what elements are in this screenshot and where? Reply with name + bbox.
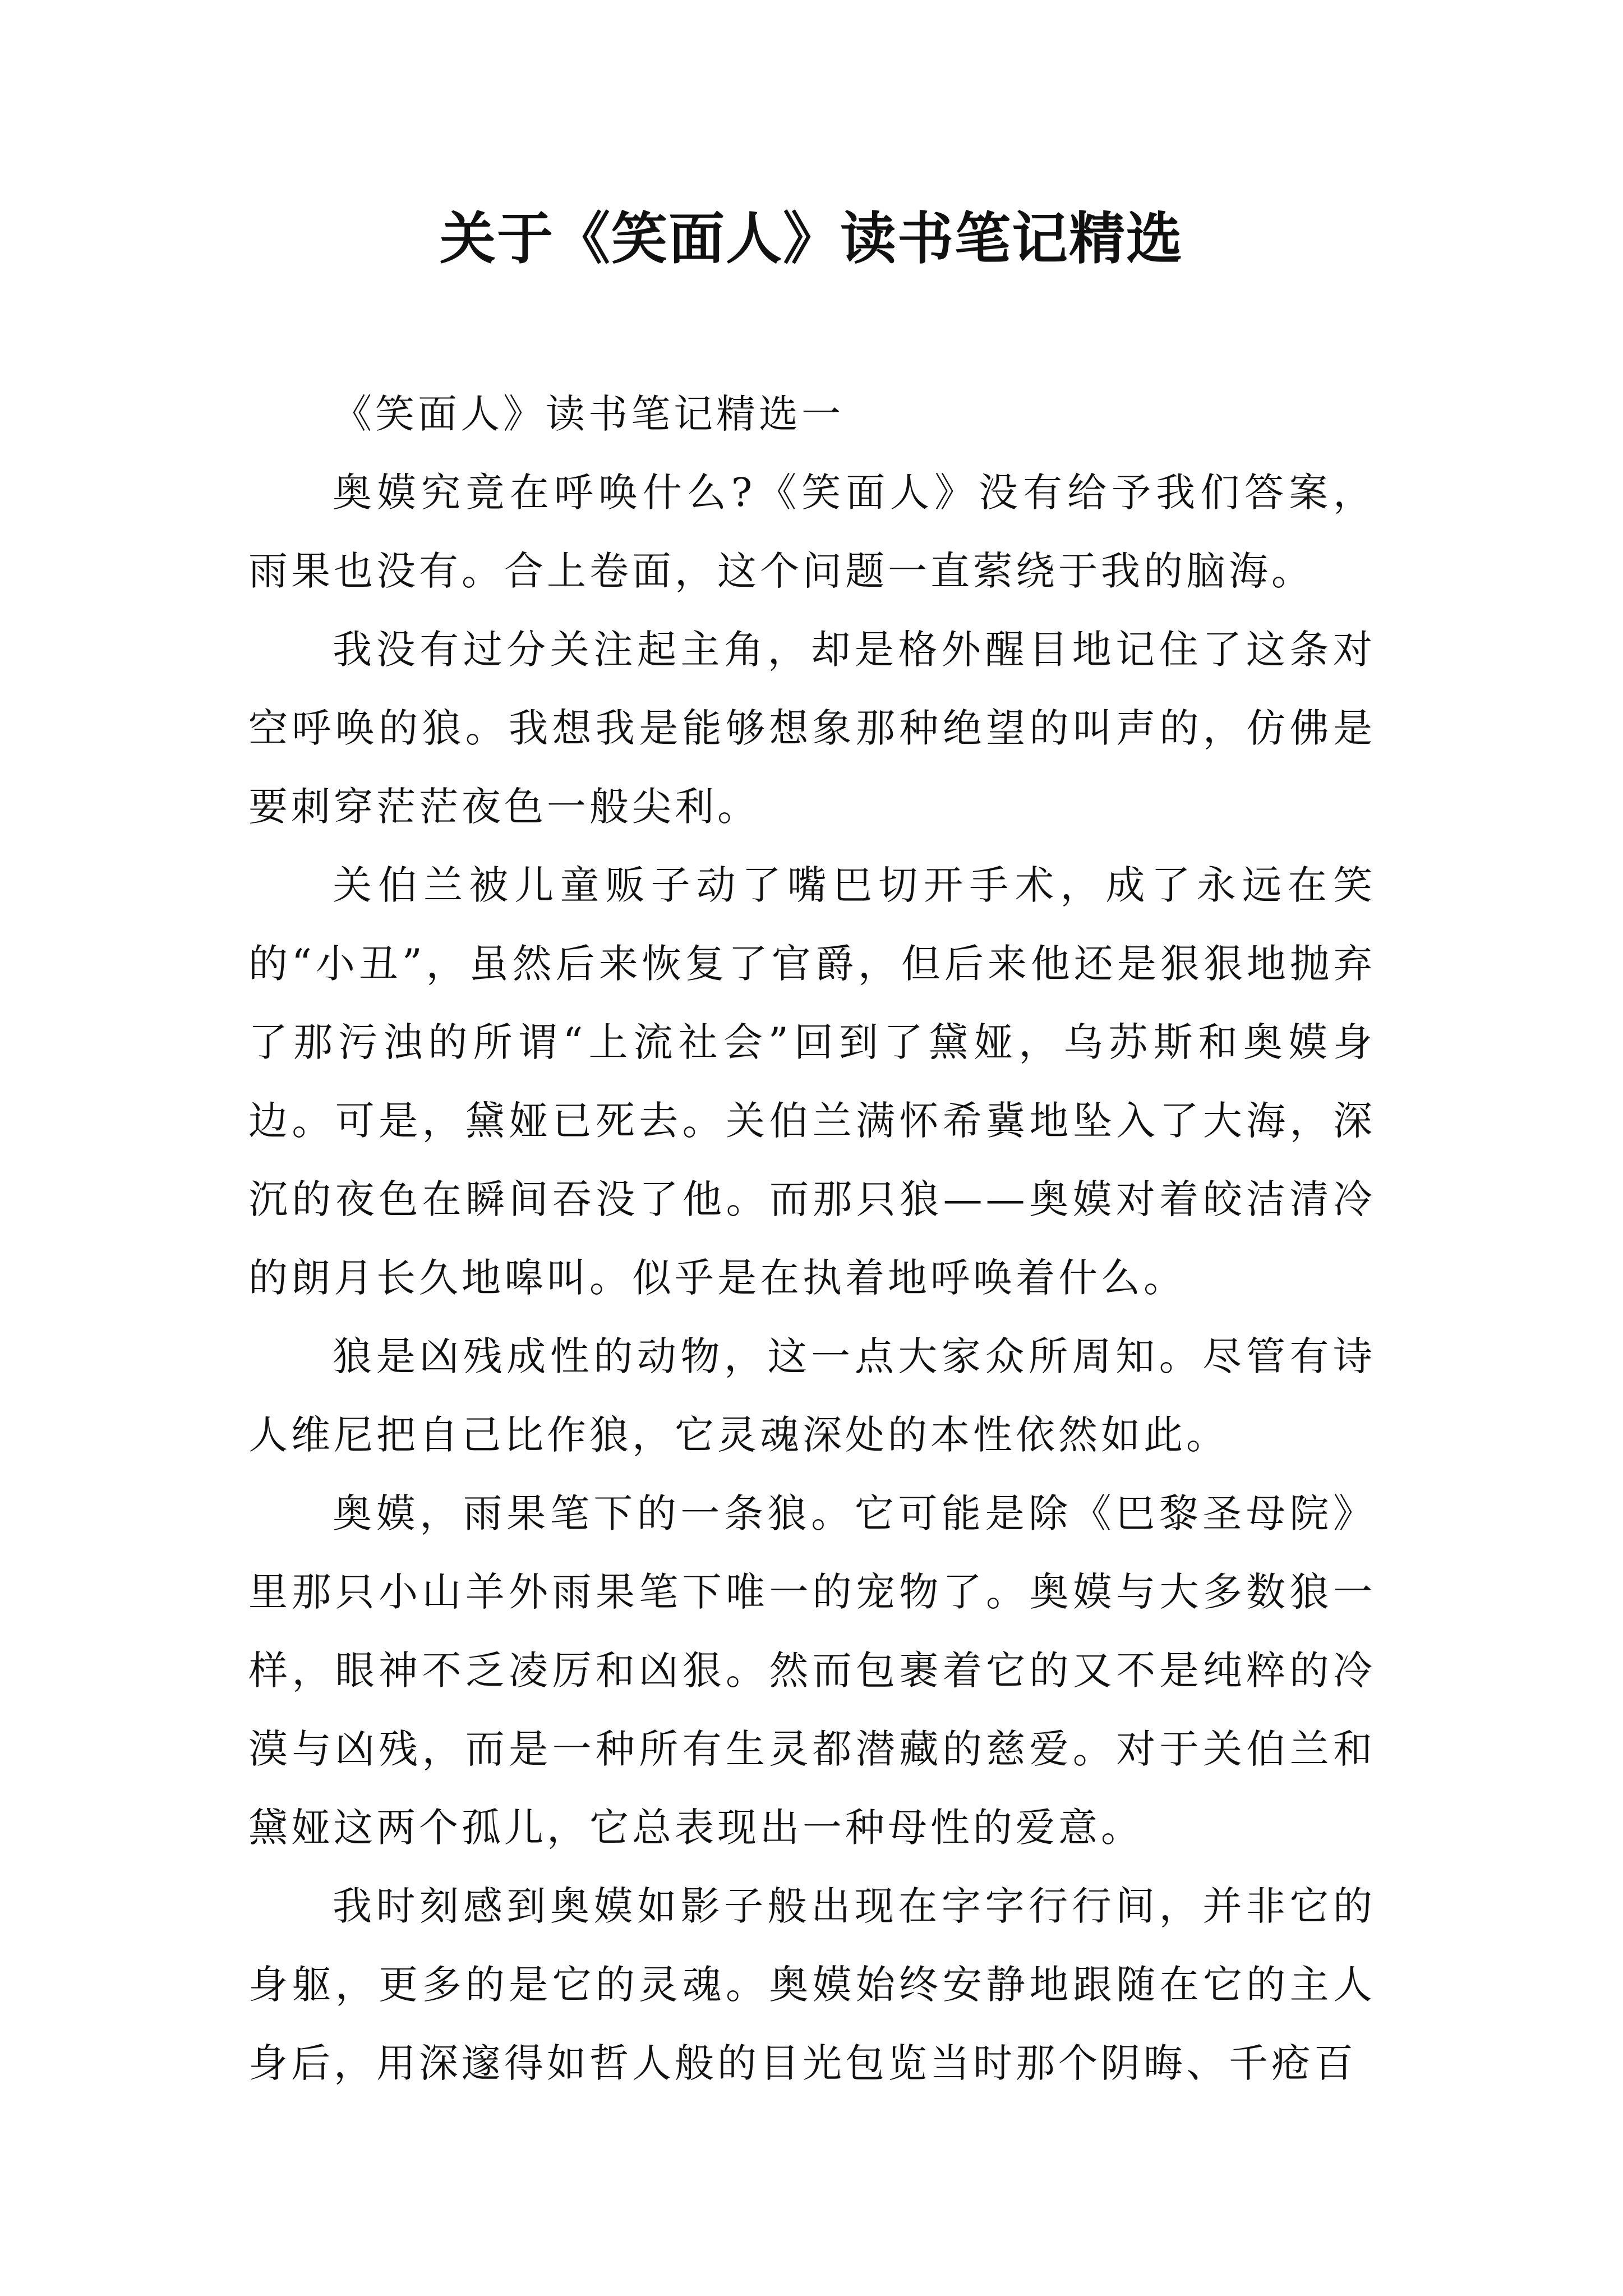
document-title: 关于《笑面人》读书笔记精选 — [440, 205, 1183, 272]
paragraph: 关伯兰被儿童贩子动了嘴巴切开手术，成了永远在笑的“小丑”，虽然后来恢复了官爵，但后来他还是狠狠地抛弃了那污浊的所谓“上流社会”回到了黛娅，乌苏斯和奥嫫身边。可是，黛娅已死去。关伯兰满怀希冀地坠入了大海，深沉的夜色在瞬间吞没了他。而那只狼——奥嫫对着皎洁清冷的朗月长久地嗥叫。似乎是在执着地呼唤着什么。 — [248, 862, 1376, 1301]
paragraph: 奥嫫究竟在呼唤什么?《笑面人》没有给予我们答案，雨果也没有。合上卷面，这个问题一直萦绕于我的脑海。 — [248, 470, 1376, 594]
paragraph: 我时刻感到奥嫫如影子般出现在字字行行间，并非它的身躯，更多的是它的灵魂。奥嫫始终安静地跟随在它的主人身后，用深邃得如哲人般的目光包览当时那个阴晦、千疮百 — [248, 1883, 1376, 2086]
paragraph: 奥嫫，雨果笔下的一条狼。它可能是除《巴黎圣母院》里那只小山羊外雨果笔下唯一的宠物了。奥嫫与大多数狼一样，眼神不乏凌厉和凶狠。然而包裹着它的又不是纯粹的冷漠与凶残，而是一种所有生灵都潜藏的慈爱。对于关伯兰和黛娅这两个孤儿，它总表现出一种母性的爱意。 — [248, 1490, 1376, 1851]
paragraph: 我没有过分关注起主角，却是格外醒目地记住了这条对空呼唤的狼。我想我是能够想象那种绝望的叫声的，仿佛是要刺穿茫茫夜色一般尖利。 — [248, 627, 1376, 830]
section-heading: 《笑面人》读书笔记精选一 — [333, 391, 844, 437]
paragraph: 狼是凶残成性的动物，这一点大家众所周知。尽管有诗人维尼把自己比作狼，它灵魂深处的本性依然如此。 — [248, 1333, 1376, 1458]
document-body — [248, 375, 1376, 2102]
